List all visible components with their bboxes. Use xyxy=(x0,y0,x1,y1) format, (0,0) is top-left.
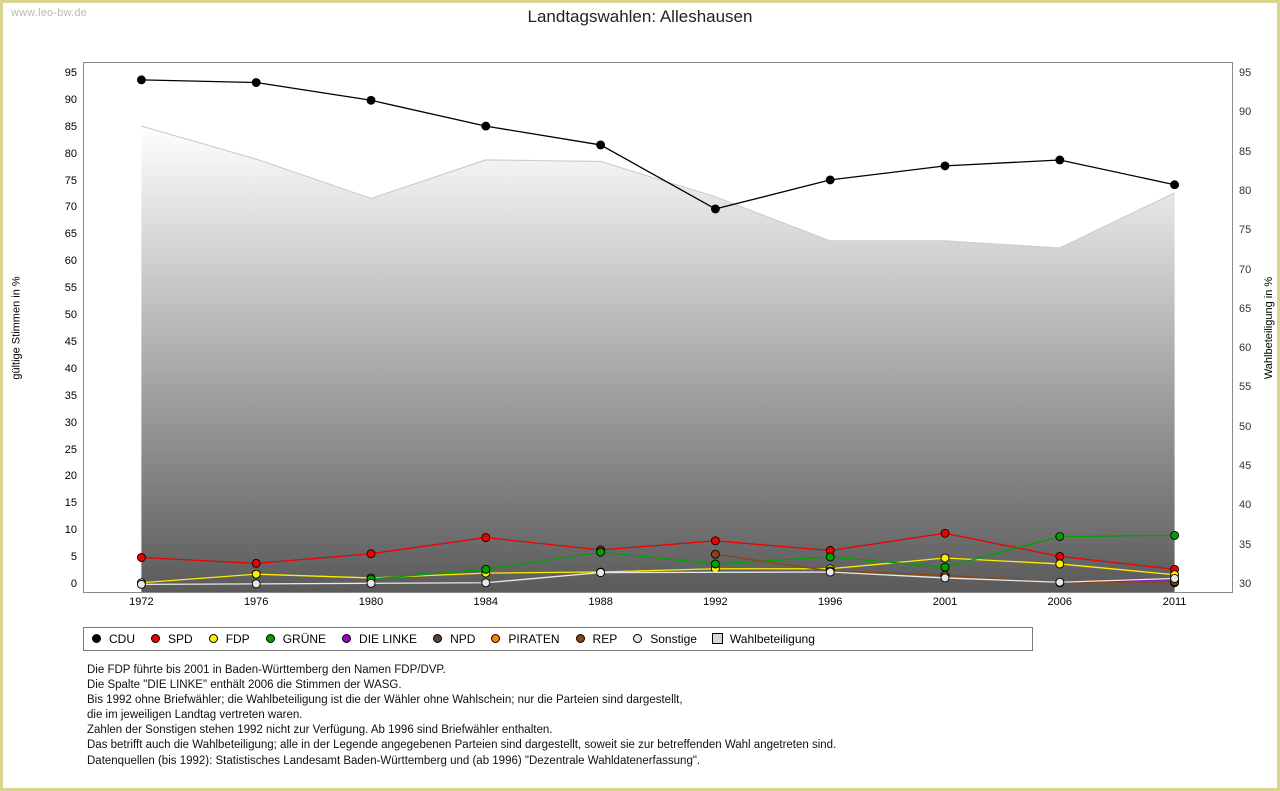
series-point-CDU xyxy=(711,205,719,213)
y-tick-left: 90 xyxy=(64,93,77,106)
legend-marker-icon xyxy=(207,632,221,646)
series-point-SPD xyxy=(367,550,375,558)
legend-item-rep[interactable] xyxy=(574,632,618,646)
watermark: www.leo-bw.de xyxy=(11,7,87,19)
y-tick-right: 95 xyxy=(1239,67,1252,79)
series-point-CDU xyxy=(1056,156,1064,164)
series-point-CDU xyxy=(941,162,949,170)
series-point-Sonstige xyxy=(482,579,490,587)
legend-marker-icon xyxy=(149,632,163,646)
y-tick-left: 55 xyxy=(64,282,77,295)
footnote-line: Die FDP führte bis 2001 in Baden-Württemberg den Namen FDP/DVP. xyxy=(87,664,446,676)
series-point-GRÜNE xyxy=(482,565,490,573)
y-tick-left: 45 xyxy=(64,335,77,348)
legend-label: PIRATEN xyxy=(508,632,560,646)
footnotes xyxy=(87,663,1187,753)
y-tick-left: 60 xyxy=(64,255,77,268)
legend-label: CDU xyxy=(109,632,135,646)
series-point-CDU xyxy=(1171,181,1179,189)
y-tick-right: 65 xyxy=(1239,302,1252,315)
legend-item-gr-ne[interactable] xyxy=(264,632,326,646)
y-tick-right: 40 xyxy=(1239,499,1252,512)
legend-item-sonstige[interactable] xyxy=(631,632,697,646)
y-tick-left: 5 xyxy=(70,551,77,564)
legend-label: NPD xyxy=(450,632,476,646)
y-tick-left: 20 xyxy=(64,470,77,483)
legend-item-wahlbeteiligung[interactable] xyxy=(711,632,815,646)
y-axis-right-label-text: Wahlbeteiligung in % xyxy=(1263,276,1276,379)
series-point-GRÜNE xyxy=(826,553,834,561)
legend-label: Wahlbeteiligung xyxy=(729,632,815,646)
series-point-Sonstige xyxy=(597,569,605,577)
y-tick-left: 35 xyxy=(64,389,77,402)
footnote-line: Die Spalte "DIE LINKE" enthält 2006 die Stimmen der WASG. xyxy=(87,679,402,691)
x-tick: 2006 xyxy=(1047,596,1073,608)
legend-label: SPD xyxy=(168,632,193,646)
legend-marker-icon xyxy=(574,632,588,646)
legend-label: FDP xyxy=(225,632,250,646)
legend-item-fdp[interactable] xyxy=(207,632,250,646)
legend-label: GRÜNE xyxy=(282,632,327,646)
legend-label: REP xyxy=(592,632,618,646)
series-point-GRÜNE xyxy=(711,560,719,568)
series-point-FDP xyxy=(941,554,949,562)
y-tick-right: 85 xyxy=(1239,145,1252,158)
legend-label: Sonstige xyxy=(650,632,697,646)
y-tick-left: 95 xyxy=(64,67,77,79)
y-tick-left: 65 xyxy=(64,228,77,241)
y-tick-right: 75 xyxy=(1239,224,1252,237)
series-point-Sonstige xyxy=(941,574,949,582)
legend-marker-icon xyxy=(711,632,725,646)
series-point-SPD xyxy=(711,537,719,545)
series-point-REP xyxy=(711,550,719,558)
series-point-SPD xyxy=(1056,552,1064,560)
footnote-line: Zahlen der Sonstigen stehen 1992 nicht zur Verfügung. Ab 1996 sind Briefwähler enthalten. xyxy=(87,724,553,736)
series-point-Sonstige xyxy=(137,580,145,588)
x-tick: 1976 xyxy=(243,596,269,608)
x-tick: 1988 xyxy=(588,596,613,608)
y-tick-right: 55 xyxy=(1239,381,1252,394)
series-point-FDP xyxy=(252,570,260,578)
page-title: Landtagswahlen: Alleshausen xyxy=(527,7,753,26)
series-point-GRÜNE xyxy=(597,548,605,556)
legend-item-die-linke[interactable] xyxy=(340,632,417,646)
series-point-GRÜNE xyxy=(941,563,949,571)
legend-item-piraten[interactable] xyxy=(489,632,559,646)
y-tick-left: 10 xyxy=(64,524,77,537)
x-tick: 1984 xyxy=(473,596,499,608)
legend-marker-icon xyxy=(264,632,278,646)
series-point-Sonstige xyxy=(1171,574,1179,582)
chart-legend xyxy=(83,627,1033,651)
series-point-CDU xyxy=(367,96,375,104)
chart-plot-area xyxy=(83,62,1233,593)
series-point-CDU xyxy=(252,79,260,87)
series-point-Sonstige xyxy=(367,579,375,587)
legend-item-cdu[interactable] xyxy=(90,632,135,646)
footnote-line: Bis 1992 ohne Briefwähler; die Wahlbeteiligung ist die der Wähler ohne Wahlschein; nur die Parteien sind dargestellt, xyxy=(87,694,683,706)
series-point-SPD xyxy=(482,534,490,542)
x-tick: 1980 xyxy=(358,596,384,608)
legend-marker-icon xyxy=(431,632,445,646)
y-tick-left: 75 xyxy=(64,174,77,187)
x-tick: 1996 xyxy=(817,596,843,608)
y-tick-right: 30 xyxy=(1239,578,1252,590)
series-point-SPD xyxy=(941,529,949,537)
legend-item-npd[interactable] xyxy=(431,632,475,646)
y-tick-left: 15 xyxy=(64,497,77,510)
y-tick-left: 25 xyxy=(64,443,77,456)
chart-svg xyxy=(84,63,1232,592)
footnote-line: die im jeweiligen Landtag vertreten waren. xyxy=(87,709,303,721)
y-tick-left: 80 xyxy=(64,147,77,160)
y-tick-right: 80 xyxy=(1239,184,1252,197)
legend-marker-icon xyxy=(340,632,354,646)
y-axis-right-label xyxy=(1261,62,1277,593)
legend-item-spd[interactable] xyxy=(149,632,193,646)
series-point-CDU xyxy=(826,176,834,184)
series-point-CDU xyxy=(137,76,145,84)
legend-marker-icon xyxy=(631,632,645,646)
y-tick-right: 60 xyxy=(1239,342,1252,355)
legend-marker-icon xyxy=(90,632,104,646)
y-tick-left: 0 xyxy=(70,578,77,590)
series-point-Sonstige xyxy=(252,580,260,588)
series-point-GRÜNE xyxy=(1171,531,1179,539)
series-point-Sonstige xyxy=(1056,578,1064,586)
y-tick-left: 85 xyxy=(64,120,77,133)
y-tick-right: 35 xyxy=(1239,538,1252,551)
x-tick: 2011 xyxy=(1162,596,1187,608)
footnote-line: Das betrifft auch die Wahlbeteiligung; alle in der Legende angegebenen Parteien sind dargestellt, soweit sie zur betreffenden Wahl angetreten sind. xyxy=(87,739,837,751)
y-tick-left: 70 xyxy=(64,201,77,214)
series-point-CDU xyxy=(597,141,605,149)
y-axis-left-label-text: gültige Stimmen in % xyxy=(11,275,24,380)
series-point-SPD xyxy=(137,553,145,561)
x-tick: 1972 xyxy=(129,596,154,608)
legend-marker-icon xyxy=(489,632,503,646)
y-tick-right: 45 xyxy=(1239,460,1252,473)
data-source-note: Datenquellen (bis 1992): Statistisches Landesamt Baden-Württemberg und (ab 1996) "Dezentrale Wahldatenerfassung". xyxy=(87,755,701,767)
y-tick-left: 50 xyxy=(64,309,77,322)
series-point-Sonstige xyxy=(826,568,834,576)
y-tick-left: 30 xyxy=(64,416,77,429)
series-point-FDP xyxy=(1056,560,1064,568)
series-point-SPD xyxy=(252,559,260,567)
y-tick-right: 70 xyxy=(1239,263,1252,276)
x-tick: 1992 xyxy=(703,596,728,608)
y-tick-right: 90 xyxy=(1239,106,1252,119)
y-axis-left-label xyxy=(9,62,25,593)
x-tick: 2001 xyxy=(932,596,958,608)
series-point-CDU xyxy=(482,122,490,130)
legend-label: DIE LINKE xyxy=(359,632,418,646)
series-point-GRÜNE xyxy=(1056,533,1064,541)
y-tick-right: 50 xyxy=(1239,420,1252,433)
y-tick-left: 40 xyxy=(64,362,77,375)
